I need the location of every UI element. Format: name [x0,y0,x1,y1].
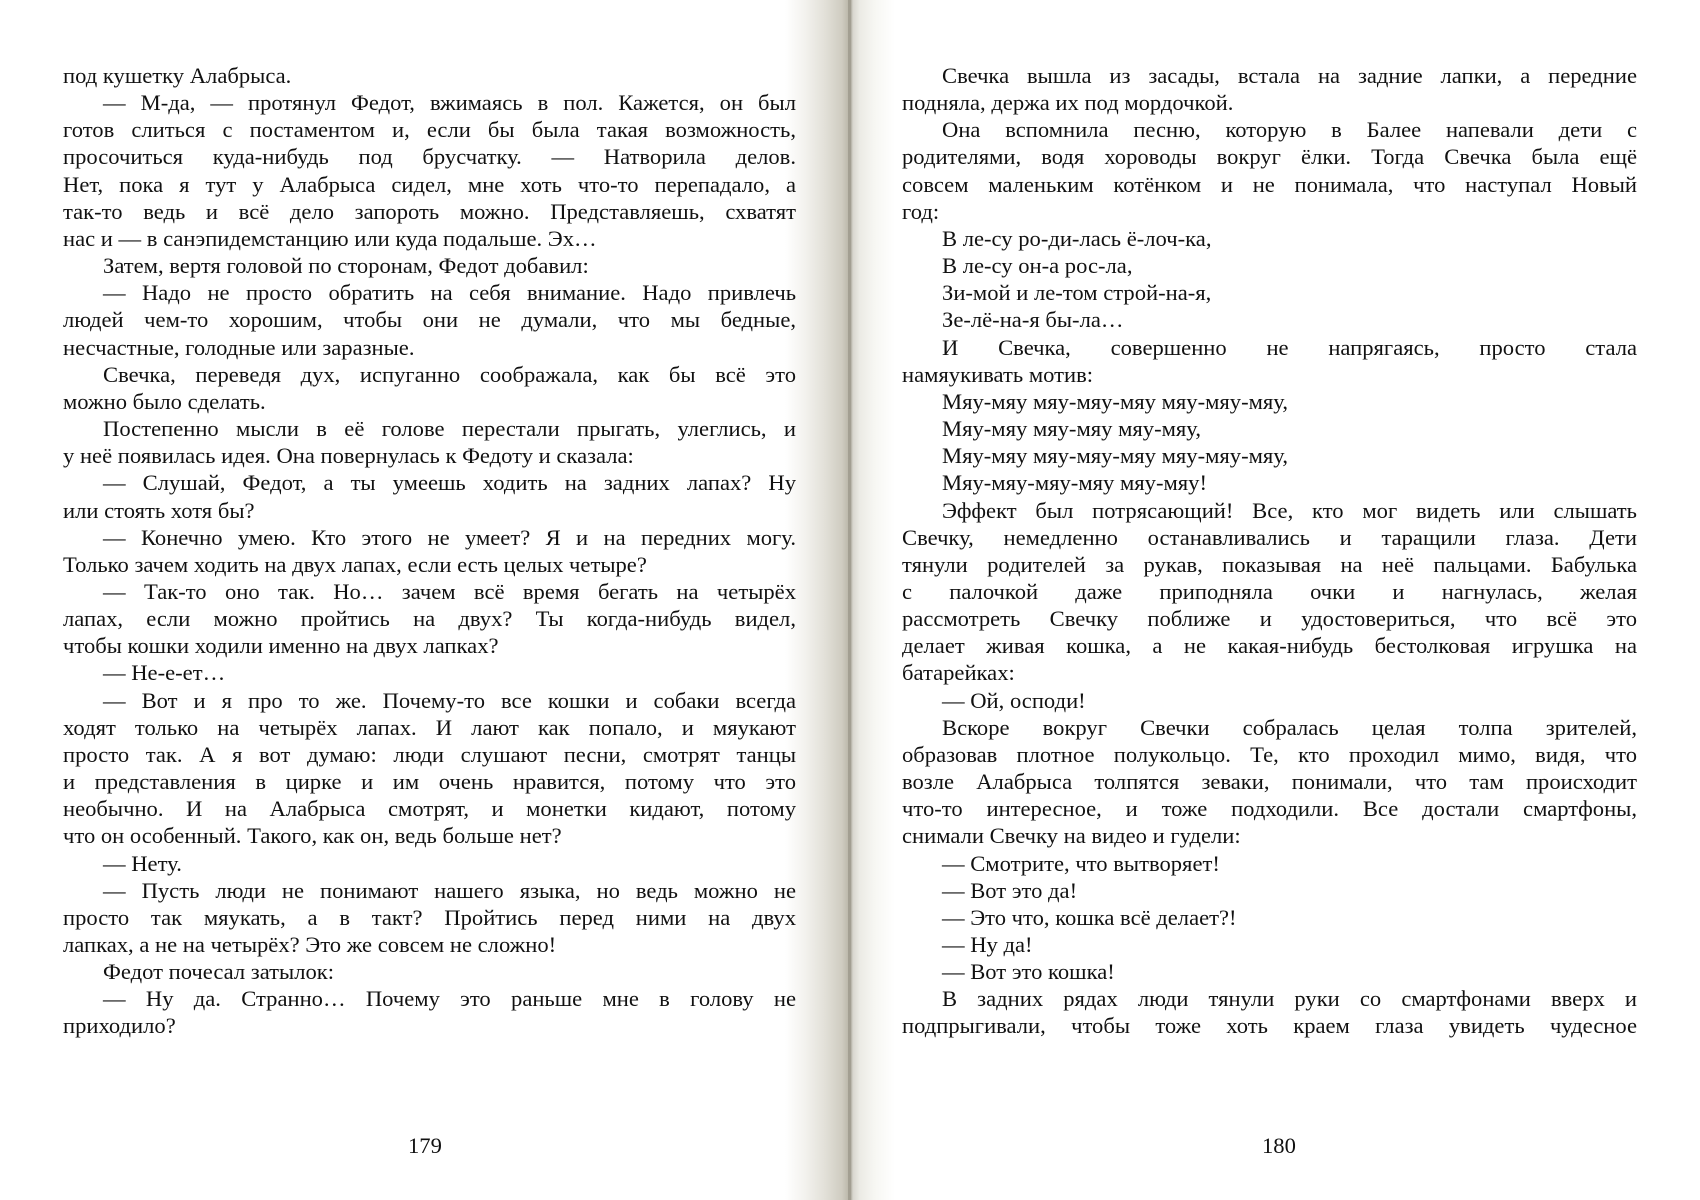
text-line: — Пусть люди не понимают нашего языка, но ведь можно не [103,877,796,903]
text-line: под кушетку Алабрыса. [63,63,292,88]
text-line: рассмотреть Свечку поближе и удостовериться, что всё это [902,606,1637,632]
text-line: — Ну да! [942,932,1033,957]
text-line: — Смотрите, что вытворяет! [942,850,1220,876]
text-line: Свечку, немедленно останавливались и таращили глаза. Дети [902,524,1637,550]
text-line: Федот почесал затылок: [103,959,335,985]
text-line: — Не-е-ет… [103,660,226,686]
text-line: и представления в цирке и им очень нравится, потому что это [63,769,796,795]
text-line: — Вот это да! [942,877,1078,903]
text-line: И Свечка, совершенно не напрягаясь, просто стала [942,334,1637,360]
book-gutter-fold [848,0,851,1200]
text-line: намяукивать мотив: [902,361,1094,387]
text-line: родителями, водя хороводы вокруг ёлки. Тогда Свечка была ещё [902,144,1637,170]
text-line: подпрыгивали, чтобы тоже хоть краем глаза увидеть чудесное [902,1013,1637,1039]
text-line: Затем, вертя головой по сторонам, Федот добавил: [103,253,589,279]
text-line: лапках, а не на четырёх? Это же совсем не сложно! [63,932,557,957]
right-page-text [902,62,1637,1040]
text-line: или стоять хотя бы? [63,497,255,523]
text-line: — Слушай, Федот, а ты умеешь ходить на задних лапах? Ну [103,470,796,496]
text-line: тянули родителей за рукав, показывая на неё пальцами. Бабулька [902,551,1637,577]
text-line: — Вот это кошка! [942,959,1115,985]
text-line: возле Алабрыса толпятся зеваки, понимали, что там происходит [902,769,1637,795]
text-line: просто так мяукать, а в такт? Пройтись перед ними на двух [63,904,796,930]
text-line: — Надо не просто обратить на себя внимание. Надо привлечь [103,280,796,306]
text-line: Зе-лё-на-я бы-ла… [942,307,1124,333]
text-line: Эффект был потрясающий! Все, кто мог видеть или слышать [942,497,1637,523]
text-line: необычно. И на Алабрыса смотрят, и монетки кидают, потому [63,796,796,822]
text-line: что-то интересное, и тоже подходили. Все достали смартфоны, [902,796,1637,822]
text-line: Мяу-мяу мяу-мяу-мяу мяу-мяу-мяу, [942,388,1288,414]
text-line: Мяу-мяу мяу-мяу мяу-мяу, [942,416,1201,442]
text-line: — Ой, осподи! [942,687,1086,713]
text-line: В ле-су он-а рос-ла, [942,253,1133,279]
text-line: так-то ведь и всё дело запороть можно. Представляешь, схватят [63,198,796,224]
text-line: — Вот и я про то же. Почему-то все кошки и собаки всегда [103,687,796,713]
page-number-left: 179 [408,1133,442,1158]
text-line: В ле-су ро-ди-лась ё-лоч-ка, [942,225,1212,251]
text-line: ходят только на четырёх лапах. И лают как попало, и мяукают [63,714,796,740]
text-line: Мяу-мяу мяу-мяу-мяу мяу-мяу-мяу, [942,443,1288,469]
text-line: Свечка, переведя дух, испуганно соображала, как бы всё это [103,361,796,387]
text-line: Свечка вышла из засады, встала на задние лапки, а передние [942,63,1637,88]
page-number-right: 180 [1262,1133,1296,1158]
text-line: несчастные, голодные или заразные. [63,334,415,360]
text-line: Нет, пока я тут у Алабрыса сидел, мне хоть что-то перепадало, а [63,171,796,197]
text-line: Она вспомнила песню, которую в Балее напевали дети с [942,117,1637,143]
text-line: образовав плотное полукольцо. Те, кто проходил мимо, видя, что [902,741,1637,767]
text-line: нас и — в санэпидемстанцию или куда подальше. Эх… [63,225,597,251]
text-line: людей чем-то хорошим, чтобы они не думали, что мы бедные, [63,307,796,333]
text-line: — Так-то оно так. Но… зачем всё время бегать на четырёх [103,578,796,604]
text-line: с палочкой даже приподняла очки и нагнулась, желая [902,578,1637,604]
text-line: В задних рядах люди тянули руки со смартфонами вверх и [942,986,1637,1012]
text-line: год: [902,198,940,224]
text-line: что он особенный. Такого, как он, ведь больше нет? [63,823,562,849]
text-line: у неё появилась идея. Она повернулась к Федоту и сказала: [63,443,634,469]
text-line: снимали Свечку на видео и гудели: [902,823,1241,849]
text-line: просто так. А я вот думаю: люди слушают песни, смотрят танцы [63,741,796,767]
text-line: Постепенно мысли в её голове перестали прыгать, улеглись, и [103,416,796,442]
text-line: совсем маленьким котёнком и не понимала, что наступал Новый [902,171,1637,197]
right-page [850,0,1700,1200]
text-line: можно было сделать. [63,388,266,414]
text-line: Мяу-мяу-мяу-мяу мяу-мяу! [942,470,1207,496]
text-line: приходило? [63,1013,176,1039]
left-page-text [63,62,796,1040]
text-line: Зи-мой и ле-том строй-на-я, [942,280,1212,306]
text-line: делает живая кошка, а не какая-нибудь бестолковая игрушка на [902,633,1637,659]
text-line: подняла, держа их под мордочкой. [902,90,1234,116]
text-line: Только зачем ходить на двух лапах, если есть целых четыре? [63,551,647,577]
text-line: лапах, если можно пройтись на двух? Ты когда-нибудь видел, [63,606,796,632]
text-line: — М-да, — протянул Федот, вжимаясь в пол. Кажется, он был [103,90,796,116]
text-line: Вскоре вокруг Свечки собралась целая толпа зрителей, [942,714,1637,740]
text-line: — Это что, кошка всё делает?! [942,904,1237,930]
text-line: — Нету. [103,850,182,876]
text-line: — Конечно умею. Кто этого не умеет? Я и на передних могу. [103,524,796,550]
text-line: готов слиться с постаментом и, если бы была такая возможность, [63,117,796,143]
text-line: чтобы кошки ходили именно на двух лапках? [63,633,499,659]
text-line: просочиться куда-нибудь под брусчатку. — Натворила делов. [63,144,796,170]
text-line: — Ну да. Странно… Почему это раньше мне в голову не [103,986,796,1012]
text-line: батарейках: [902,660,1015,686]
